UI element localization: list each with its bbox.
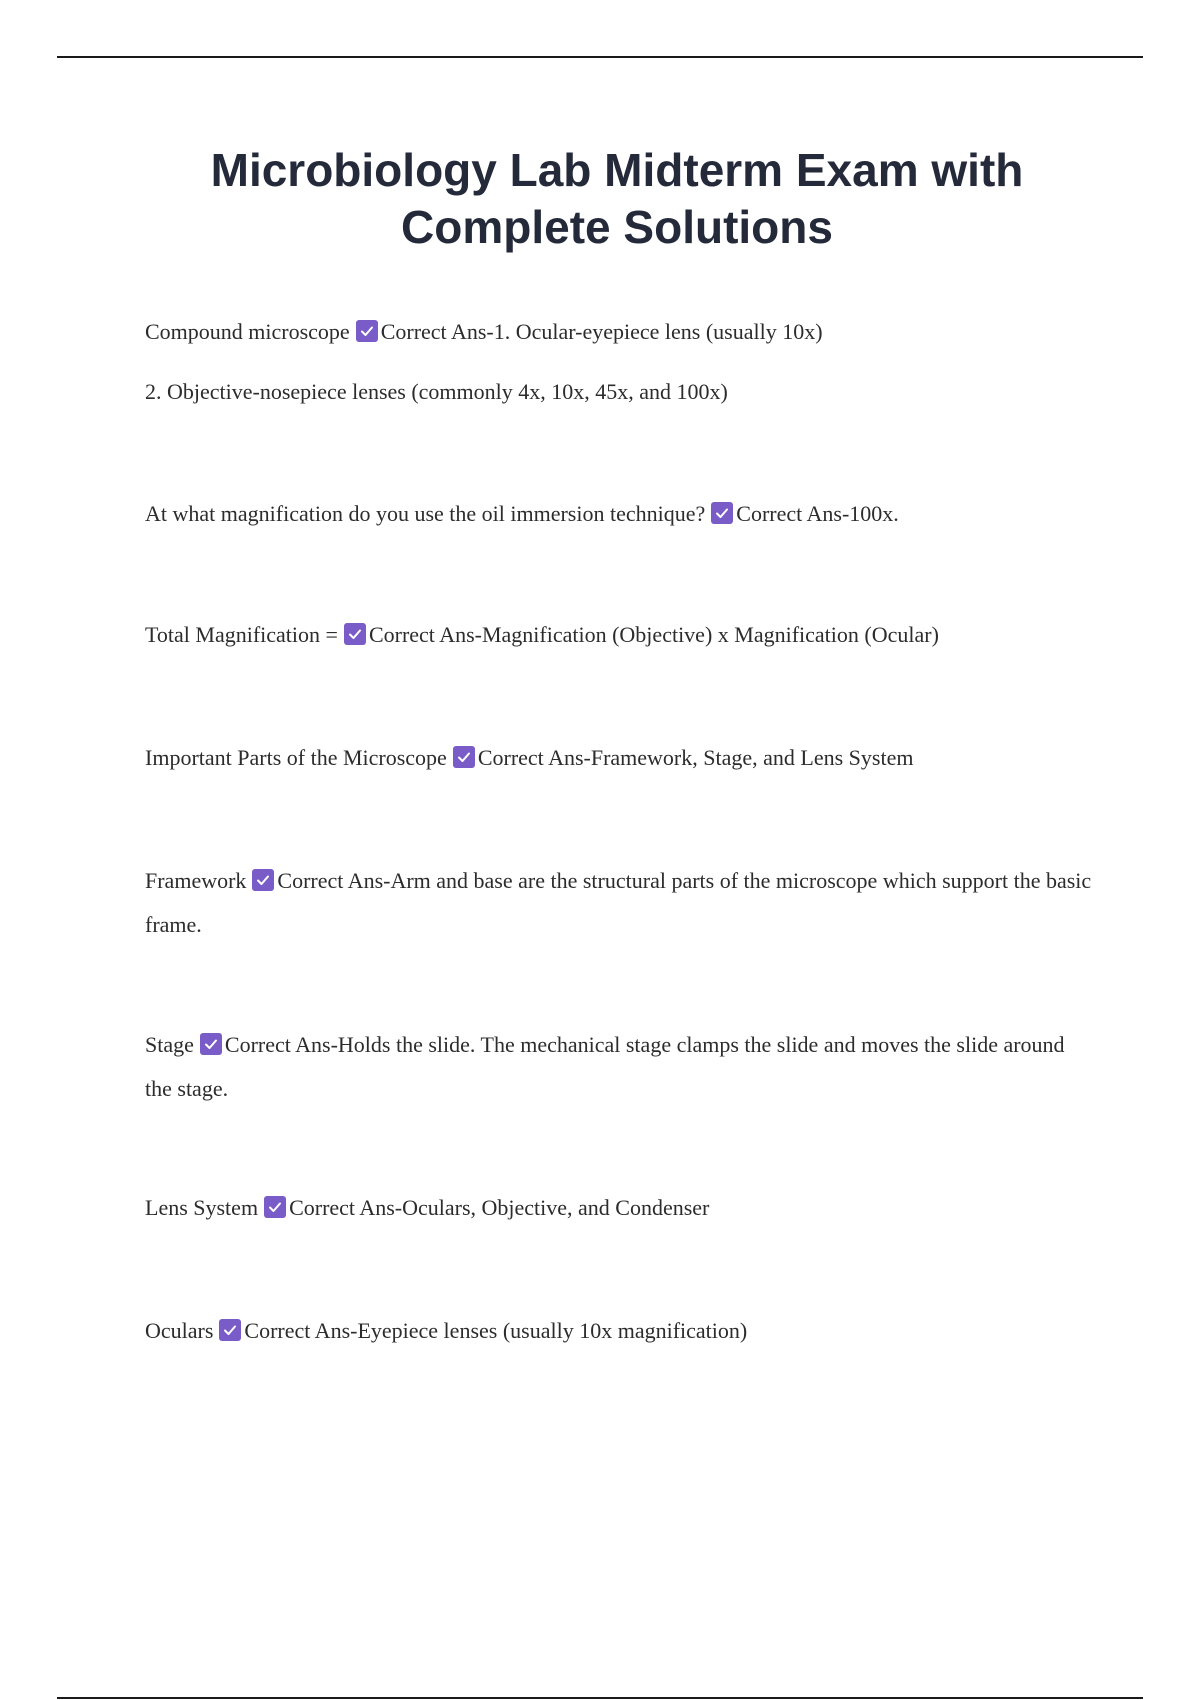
question-text: Compound microscope [145,319,350,344]
answer-continuation [145,370,1095,414]
answer-text: Correct Ans-Arm and base are the structural parts of the microscope which support the basic frame. [145,868,1092,937]
question-text: Important Parts of the Microscope [145,745,447,770]
question-text: Framework [145,868,247,893]
answer-continuation-text: 2. Objective-nosepiece lenses (commonly 4x, 10x, 45x, and 100x) [145,379,728,404]
top-rule [57,56,1143,58]
question-text: Oculars [145,1318,214,1343]
checkbox-checked-icon [344,623,366,645]
answer-text: Correct Ans-Framework, Stage, and Lens System [477,745,914,770]
qa-item-lens-system [145,1186,1095,1230]
answer-text: Correct Ans-Magnification (Objective) x Magnification (Ocular) [368,622,939,647]
checkbox-checked-icon [264,1196,286,1218]
answer-text: Correct Ans-Holds the slide. The mechanical stage clamps the slide and moves the slide around the stage. [145,1032,1065,1101]
checkbox-checked-icon [711,502,733,524]
question-text: At what magnification do you use the oil immersion technique? [145,501,706,526]
checkbox-checked-icon [200,1033,222,1055]
title-line-2: Complete Solutions [401,201,833,253]
qa-item-compound-microscope [145,310,1095,414]
document-title [120,142,1114,256]
qa-item-oil-immersion [145,492,1095,536]
qa-item-total-magnification [145,613,1095,657]
checkbox-checked-icon [252,869,274,891]
qa-item-stage [145,1023,1095,1111]
question-text: Total Magnification = [145,622,338,647]
question-text: Lens System [145,1195,259,1220]
answer-text: Correct Ans-1. Ocular-eyepiece lens (usually 10x) [380,319,823,344]
qa-item-framework [145,859,1095,947]
bottom-rule [57,1697,1143,1699]
qa-item-oculars [145,1309,1095,1353]
title-line-1: Microbiology Lab Midterm Exam with [210,144,1024,196]
question-text: Stage [145,1032,194,1057]
qa-item-important-parts [145,736,1095,780]
answer-text: Correct Ans-Eyepiece lenses (usually 10x magnification) [244,1318,748,1343]
checkbox-checked-icon [453,746,475,768]
checkbox-checked-icon [219,1319,241,1341]
answer-text: Correct Ans-100x. [736,501,899,526]
checkbox-checked-icon [356,320,378,342]
answer-text: Correct Ans-Oculars, Objective, and Condenser [289,1195,710,1220]
